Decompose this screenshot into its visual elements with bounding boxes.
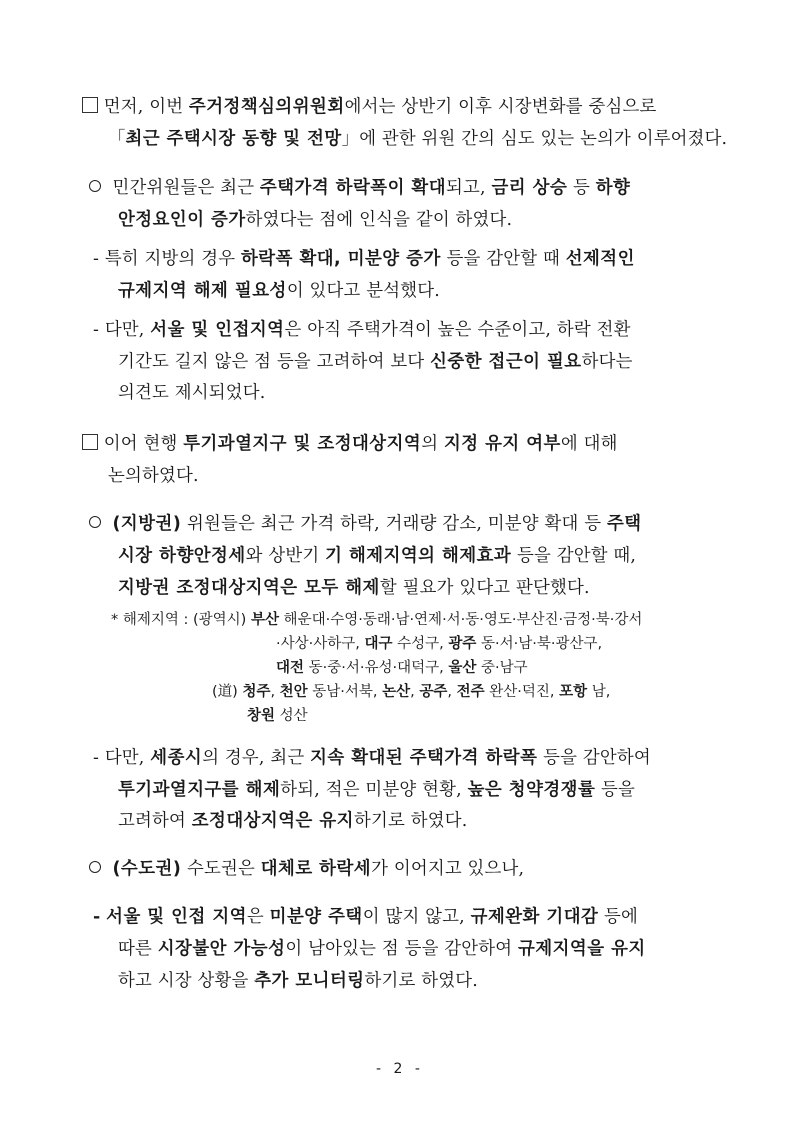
circle-bullet-icon: [89, 180, 101, 192]
circle-bullet-icon: [89, 861, 101, 873]
section1-circle1-line2: 안정요인이 증가하였다는 점에 인식을 같이 하였다.: [118, 210, 513, 230]
released-areas-note-line4: (道) 청주, 천안 동남·서북, 논산, 공주, 전주 완산·덕진, 포항 남,: [212, 684, 611, 700]
section1-circle1-line1: 민간위원들은 최근 주택가격 하락폭이 확대되고, 금리 상승 등 하향: [89, 173, 630, 198]
section2-dash2-line2: 따른 시장불안 가능성이 남아있는 점 등을 감안하여 규제지역을 유지: [118, 939, 646, 959]
section2-dash2-line1: - 서울 및 인접 지역은 미분양 주택이 많지 않고, 규제완화 기대감 등에: [93, 907, 639, 927]
section1-line1: 먼저, 이번 주거정책심의위원회에서는 상반기 이후 시장변화를 중심으로: [82, 92, 657, 117]
page-number: - 2 -: [376, 1061, 424, 1077]
section2-line2: 논의하였다.: [108, 466, 199, 486]
square-bullet-icon: [82, 97, 98, 113]
section1-dash1-line1: - 특히 지방의 경우 하락폭 확대, 미분양 증가 등을 감안할 때 선제적인: [93, 249, 635, 269]
section2-dash1-line1: - 다만, 세종시의 경우, 최근 지속 확대된 주택가격 하락폭 등을 감안하여: [93, 748, 651, 768]
released-areas-note-line1: * 해제지역 : (광역시) 부산 해운대·수영·동래·남·연제·서·동·영도·부산진·금정·북·강서: [111, 612, 643, 628]
circle-bullet-icon: [89, 516, 101, 528]
section1-line2: 「최근 주택시장 동향 및 전망」에 관한 위원 간의 심도 있는 논의가 이루어졌다.: [108, 129, 728, 149]
section1-dash1-line2: 규제지역 해제 필요성이 있다고 분석했다.: [118, 281, 440, 301]
released-areas-note-line3: 대전 동·중·서·유성·대덕구, 울산 중·남구: [276, 660, 528, 676]
section2-dash1-line2: 투기과열지구를 해제하되, 적은 미분양 현황, 높은 청약경쟁률 등을: [118, 780, 636, 800]
section1-dash2-line2: 기간도 길지 않은 점 등을 고려하여 보다 신중한 접근이 필요하다는: [118, 352, 633, 372]
released-areas-note-line5: 창원 성산: [247, 708, 308, 724]
section2-dash1-line3: 고려하여 조정대상지역은 유지하기로 하였다.: [118, 811, 468, 831]
section1-dash2-line1: - 다만, 서울 및 인접지역은 아직 주택가격이 높은 수준이고, 하락 전환: [93, 320, 631, 340]
dash-bullet: -: [93, 249, 100, 269]
section2-circle1-line2: 시장 하향안정세와 상반기 기 해제지역의 해제효과 등을 감안할 때,: [118, 546, 637, 566]
section2-circle1-line1: (지방권) 위원들은 최근 가격 하락, 거래량 감소, 미분양 확대 등 주택: [89, 509, 642, 534]
dash-bullet: -: [93, 748, 100, 768]
section2-circle1-line3: 지방권 조정대상지역은 모두 해제할 필요가 있다고 판단했다.: [118, 578, 590, 598]
section2-line1: 이어 현행 투기과열지구 및 조정대상지역의 지정 유지 여부에 대해: [82, 429, 618, 454]
released-areas-note-line2: ·사상·사하구, 대구 수성구, 광주 동·서·남·북·광산구,: [276, 636, 603, 652]
section2-dash2-line3: 하고 시장 상황을 추가 모니터링하기로 하였다.: [118, 971, 478, 991]
dash-bullet: -: [93, 907, 101, 927]
dash-bullet: -: [93, 320, 100, 340]
section2-circle2-line1: (수도권) 수도권은 대체로 하락세가 이어지고 있으나,: [89, 854, 524, 879]
section1-dash2-line3: 의견도 제시되었다.: [118, 383, 266, 403]
square-bullet-icon: [82, 434, 98, 450]
